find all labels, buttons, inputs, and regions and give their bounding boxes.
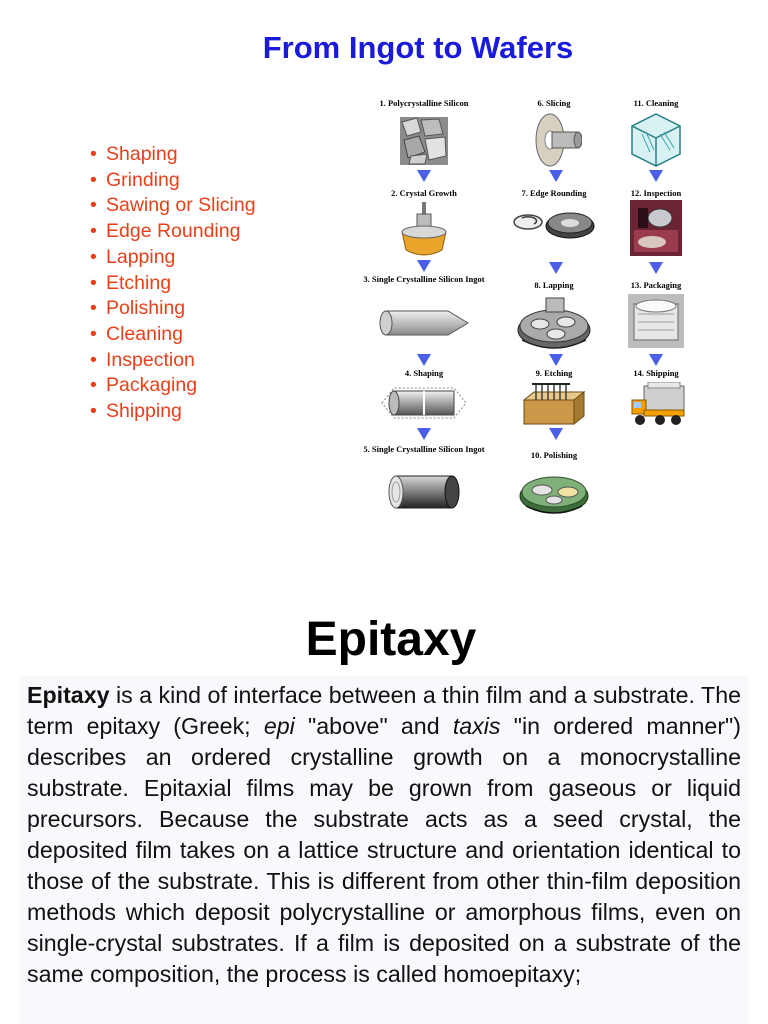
flow-arrow-icon (649, 170, 663, 182)
list-item-label: Shaping (106, 143, 178, 165)
section-title: Epitaxy (305, 613, 477, 666)
diagram-step-6 (502, 98, 606, 178)
diagram-step-label: 2. Crystal Growth (391, 188, 457, 198)
diagram-step-10 (502, 450, 606, 520)
diagram-step-label: 14. Shipping (633, 368, 679, 378)
flow-arrow-icon (549, 354, 563, 366)
list-item-label: Sawing or Slicing (106, 194, 256, 217)
shaped-ingot-icon (380, 384, 468, 422)
list-item (90, 348, 256, 374)
diagram-step-label: 11. Cleaning (633, 98, 679, 108)
list-item (90, 245, 256, 271)
crystal-growth-crucible-icon (398, 202, 450, 260)
bullet-icon: • (90, 271, 97, 294)
polishing-pad-icon (518, 470, 590, 516)
flow-arrow-icon (417, 170, 431, 182)
term-taxis: taxis (452, 713, 501, 739)
cleaning-chamber-icon (628, 112, 684, 168)
list-item-label: Packaging (106, 374, 198, 397)
process-steps-list (90, 142, 256, 425)
flow-arrow-icon (417, 354, 431, 366)
bullet-icon: • (90, 194, 97, 217)
bullet-icon: • (90, 400, 97, 423)
term-epi: epi (263, 713, 295, 739)
flow-arrow-icon (549, 262, 563, 274)
term-epitaxy: Epitaxy (27, 682, 110, 708)
list-item-label: Lapping (106, 245, 176, 268)
text-run: "above" and (294, 713, 453, 739)
diagram-step-label: 12. Inspection (630, 188, 682, 198)
list-item (90, 322, 256, 348)
flow-arrow-icon (417, 260, 431, 272)
edge-rounding-icon (512, 204, 596, 244)
bullet-icon: • (90, 168, 97, 191)
wafer-process-diagram (356, 92, 696, 522)
flow-arrow-icon (549, 428, 563, 440)
flow-arrow-icon (549, 170, 563, 182)
list-item-label: Edge Rounding (106, 220, 241, 243)
bullet-icon: • (90, 143, 97, 165)
list-item-label: Cleaning (106, 322, 183, 345)
list-item-label: Inspection (106, 348, 195, 371)
flow-arrow-icon (417, 428, 431, 440)
diagram-step-11 (616, 98, 696, 178)
flow-arrow-icon (649, 262, 663, 274)
bullet-icon: • (90, 245, 97, 268)
slicing-saw-icon (530, 112, 582, 168)
diagram-step-label: 3. Single Crystalline Silicon Ingot (363, 274, 485, 284)
etching-tank-icon (522, 380, 586, 428)
polysilicon-chunks-icon (399, 116, 449, 166)
diagram-step-1 (356, 98, 492, 178)
slide-title: From Ingot to Wafers (262, 30, 574, 65)
diagram-step-label: 13. Packaging (630, 280, 682, 290)
diagram-step-label: 8. Lapping (534, 280, 574, 290)
diagram-step-label: 10. Polishing (530, 450, 578, 460)
list-item (90, 193, 256, 219)
bullet-icon: • (90, 220, 97, 243)
diagram-step-label: 1. Polycrystalline Silicon (379, 98, 469, 108)
silicon-ingot-icon (378, 308, 470, 338)
diagram-step-label: 6. Slicing (537, 98, 571, 108)
diagram-step-14 (616, 368, 696, 438)
lapping-machine-icon (516, 296, 592, 352)
diagram-step-label: 9. Etching (535, 368, 573, 378)
diagram-step-label: 4. Shaping (404, 368, 444, 378)
list-item (90, 271, 256, 297)
bullet-icon: • (90, 297, 97, 320)
diagram-step-7 (502, 188, 606, 258)
bullet-icon: • (90, 374, 97, 397)
diagram-step-12 (616, 188, 696, 258)
shipping-truck-icon (630, 382, 686, 428)
list-item-label: Shipping (106, 400, 182, 423)
list-item (90, 373, 256, 399)
list-item (90, 296, 256, 322)
text-run: "in ordered manner") describes an ordered crystalline growth on a monocrystalline substrate. Epitaxial films may be grown from gaseous or liquid precursors. Because the substrate acts as a seed crystal, the deposited film takes on a lattice structure and orientation identical to those of the substrate. This is different from other thin-film deposition methods which deposit polycrystalline or amorphous films, even on single-crystal substrates. If a film is deposited on a substrate of the same composition, the process is called homoepitaxy; (27, 713, 742, 987)
list-item (90, 399, 256, 425)
list-item-label: Etching (106, 271, 172, 294)
diagram-step-8 (502, 280, 606, 364)
bullet-icon: • (90, 348, 97, 371)
list-item-label: Grinding (106, 168, 180, 191)
finished-ingot-icon (386, 472, 460, 512)
list-item (90, 219, 256, 245)
text-run: is a kind of interface between a thin film and a substrate. The term epitaxy (Greek; (27, 682, 741, 739)
flow-arrow-icon (649, 354, 663, 366)
diagram-step-13 (616, 280, 696, 360)
list-item-label: Polishing (106, 297, 186, 320)
bullet-icon: • (90, 322, 97, 345)
list-item (90, 142, 256, 168)
wafer-package-icon (628, 294, 684, 348)
diagram-step-label: 7. Edge Rounding (521, 188, 587, 198)
list-item (90, 168, 256, 194)
epitaxy-paragraph (20, 676, 748, 1024)
diagram-step-label: 5. Single Crystalline Silicon Ingot (363, 444, 485, 454)
inspection-photo-icon (630, 200, 682, 256)
diagram-step-5 (356, 444, 492, 524)
diagram-step-2 (356, 188, 492, 268)
